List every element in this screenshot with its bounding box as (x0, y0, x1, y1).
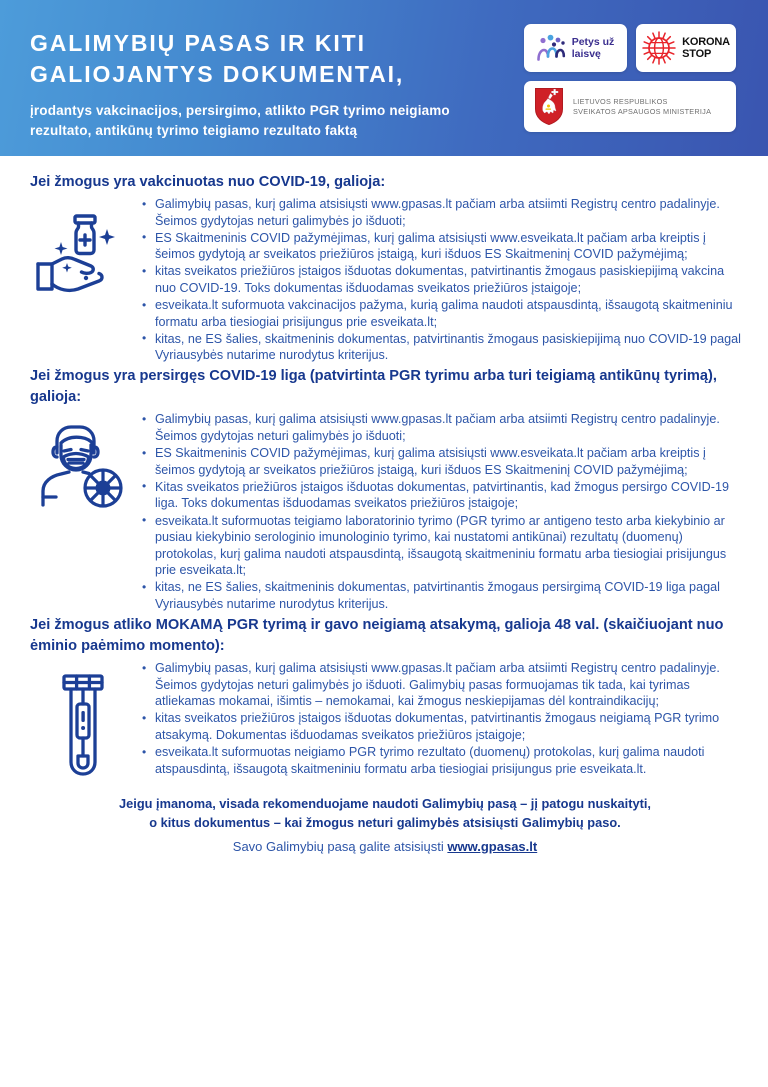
footer-note-prefix: Savo Galimybių pasą galite atsisiųsti (232, 839, 448, 855)
section-vaccinated-icon-column (24, 196, 142, 298)
page-subtitle: įrodantys vakcinacijos, persirgimo, atlikto PGR tyrimo neigiamo rezultato, antikūnų tyrimo teigiamo rezultato faktą (30, 103, 450, 138)
footer-line-1: Jeigu įmanoma, visada rekomenduojame naudoti Galimybių pasą – jį patogu nuskaityti, (119, 796, 651, 812)
footer-note (64, 837, 706, 856)
list-item: • ES Skaitmeninis COVID pažymėjimas, kurį galima atsisiųsti www.esveikata.lt pačiam arba kreiptis į šeimos gydytoją ar sveikatos priežiūros įstaigą, kuri išduos ES Skaitmeninį COVID pažymėjimą; (142, 445, 742, 478)
section-pcr-test-body (24, 660, 746, 782)
footer-block (24, 784, 746, 856)
logo-korona-line2: STOP (682, 48, 712, 60)
list-item: • kitas sveikatos priežiūros įstaigos išduotas dokumentas, patvirtinantis žmogaus pasiskiepijimą vakcina nuo COVID-19. Toks dokumentas išduodamas sveikatos priežiūros įstaigoje; (142, 263, 742, 296)
hand-holding-vaccine-vial-icon (35, 206, 131, 298)
section-vaccinated-bullets (142, 196, 746, 364)
logo-ministry-label (573, 97, 711, 116)
logo-korona-line1: KORONA (682, 35, 730, 48)
logo-petys-line1: Petys už (571, 36, 615, 48)
section-vaccinated-body (24, 196, 746, 364)
logo-petys-label (572, 36, 615, 60)
section-recovered-icon-column (24, 411, 142, 511)
test-tube-sample-icon (49, 670, 117, 782)
list-item: • ES Skaitmeninis COVID pažymėjimas, kurį galima atsisiųsti www.esveikata.lt pačiam arba kreiptis į šeimos gydytoją ar sveikatos priežiūros įstaigą, kuri išduos ES Skaitmeninį COVID pažymėjimą; (142, 230, 742, 263)
page-title: GALIMYBIŲ PASAS IR KITI GALIOJANTYS DOKUMENTAI, (30, 30, 405, 87)
section-recovered-bullets (142, 411, 746, 613)
content-area (0, 156, 768, 856)
gpasas-link[interactable]: www.gpasas.lt (447, 839, 538, 855)
section-pcr-test-bullets (142, 660, 746, 778)
section-pcr-test-heading: Jei žmogus atliko MOKAMĄ PGR tyrimą ir gavo neigiamą atsakymą, galioja 48 val. (skaičiuojant nuo ėminio paėmimo momento): (30, 617, 724, 655)
list-item: • Galimybių pasas, kurį galima atsisiųsti www.gpasas.lt pačiam arba atsiimti Registrų centro padalinyje. Šeimos gydytojas neturi galimybės jo išduoti; (142, 411, 742, 444)
section-recovered-body (24, 411, 746, 613)
logo-petys-uz-laisve (524, 24, 627, 72)
list-item: • esveikata.lt suformuota vakcinacijos pažyma, kurią galima naudoti atspausdintą, išsaugotą skaitmeniniu formatu arba tiesiogiai prisijungus prie esveikata.lt; (142, 297, 742, 330)
list-item: • kitas, ne ES šalies, skaitmeninis dokumentas, patvirtinantis žmogaus pasiskiepijimą nuo COVID-19 pagal Vyriausybės nutarime nurodytus kriterijus. (142, 331, 742, 364)
list-item: • kitas sveikatos priežiūros įstaigos išduotas dokumentas, patvirtinantis žmogaus neigiamą PGR tyrimo atsakymą. Dokumentas išduodamas sveikatos priežiūros įstaigoje; (142, 710, 742, 743)
section-recovered-heading: Jei žmogus yra persirgęs COVID-19 liga (patvirtinta PGR tyrimu arba turi teigiamą antikūnų tyrimą), galioja: (30, 368, 717, 406)
logo-korona-label (682, 36, 730, 61)
spiky-globe-icon (642, 31, 676, 65)
list-item: • kitas, ne ES šalies, skaitmeninis dokumentas, patvirtinantis žmogaus persirgimą COVID-19 liga pagal Vyriausybės nutarime nurodytus kriterijus. (142, 579, 742, 612)
section-pcr-test (24, 615, 746, 782)
list-item: • Galimybių pasas, kurį galima atsisiųsti www.gpasas.lt pačiam arba atsiimti Registrų centro padalinyje. Šeimos gydytojas neturi galimybės jo išduoti; (142, 196, 742, 229)
logo-ministry-line2: SVEIKATOS APSAUGOS MINISTERIJA (573, 106, 712, 116)
logo-petys-line2: laisvę (571, 48, 601, 60)
footer-line-2: o kitus dokumentus – kai žmogus neturi galimybės atsisiųsti Galimybių paso. (149, 815, 621, 831)
people-group-icon (537, 34, 567, 62)
logo-ministry-line1: LIETUVOS RESPUBLIKOS (573, 97, 668, 106)
list-item: • Galimybių pasas, kurį galima atsisiųsti www.gpasas.lt pačiam arba atsiimti Registrų centro padalinyje. Šeimos gydytojas neturi galimybės jo išduoti. Galimybių pasas formuojamas tik tada, kai tyrimas atliekamas mokamai, išimtis – nemokamai, kai žmogus neskiepijamas dėl kontraindikacijų; (142, 660, 742, 710)
list-item: • esveikata.lt suformuotas neigiamo PGR tyrimo rezultato (duomenų) protokolas, kurį galima naudoti atspausdintą, išsaugotą skaitmeniniu formatu arba tiesiogiai prisijungus prie esveikata.lt. (142, 744, 742, 777)
logo-korona-stop (636, 24, 736, 72)
logo-row-top (524, 24, 754, 72)
section-pcr-test-icon-column (24, 660, 142, 782)
masked-person-virus-icon (33, 421, 133, 511)
section-recovered (24, 366, 746, 613)
list-item: • Kitas sveikatos priežiūros įstaigos išduotas dokumentas, patvirtinantis, kad žmogus persirgo COVID-19 liga. Toks dokumentas išduodamas sveikatos priežiūros įstaigoje; (142, 479, 742, 512)
vytis-coat-of-arms-icon (534, 87, 564, 126)
logo-ministry-of-health (524, 81, 736, 132)
section-vaccinated (24, 172, 746, 364)
list-item: • esveikata.lt suformuotas teigiamo laboratorinio tyrimo (PGR tyrimo ar antigeno testo arba kiekybinio ar pusiau kiekybinio serologinio imunologinio tyrimo, kai nustatomi antikūnai) rezultatų (duomenų) protokolas, kurį galima naudoti atspausdintą, išsaugotą skaitmeniniu formatu arba tiesiogiai prisijungus prie esveikata.lt; (142, 513, 742, 579)
page-header (0, 0, 768, 156)
logo-stack (524, 22, 754, 132)
section-vaccinated-heading: Jei žmogus yra vakcinuotas nuo COVID-19, galioja: (30, 174, 386, 190)
header-text-block (30, 22, 524, 141)
